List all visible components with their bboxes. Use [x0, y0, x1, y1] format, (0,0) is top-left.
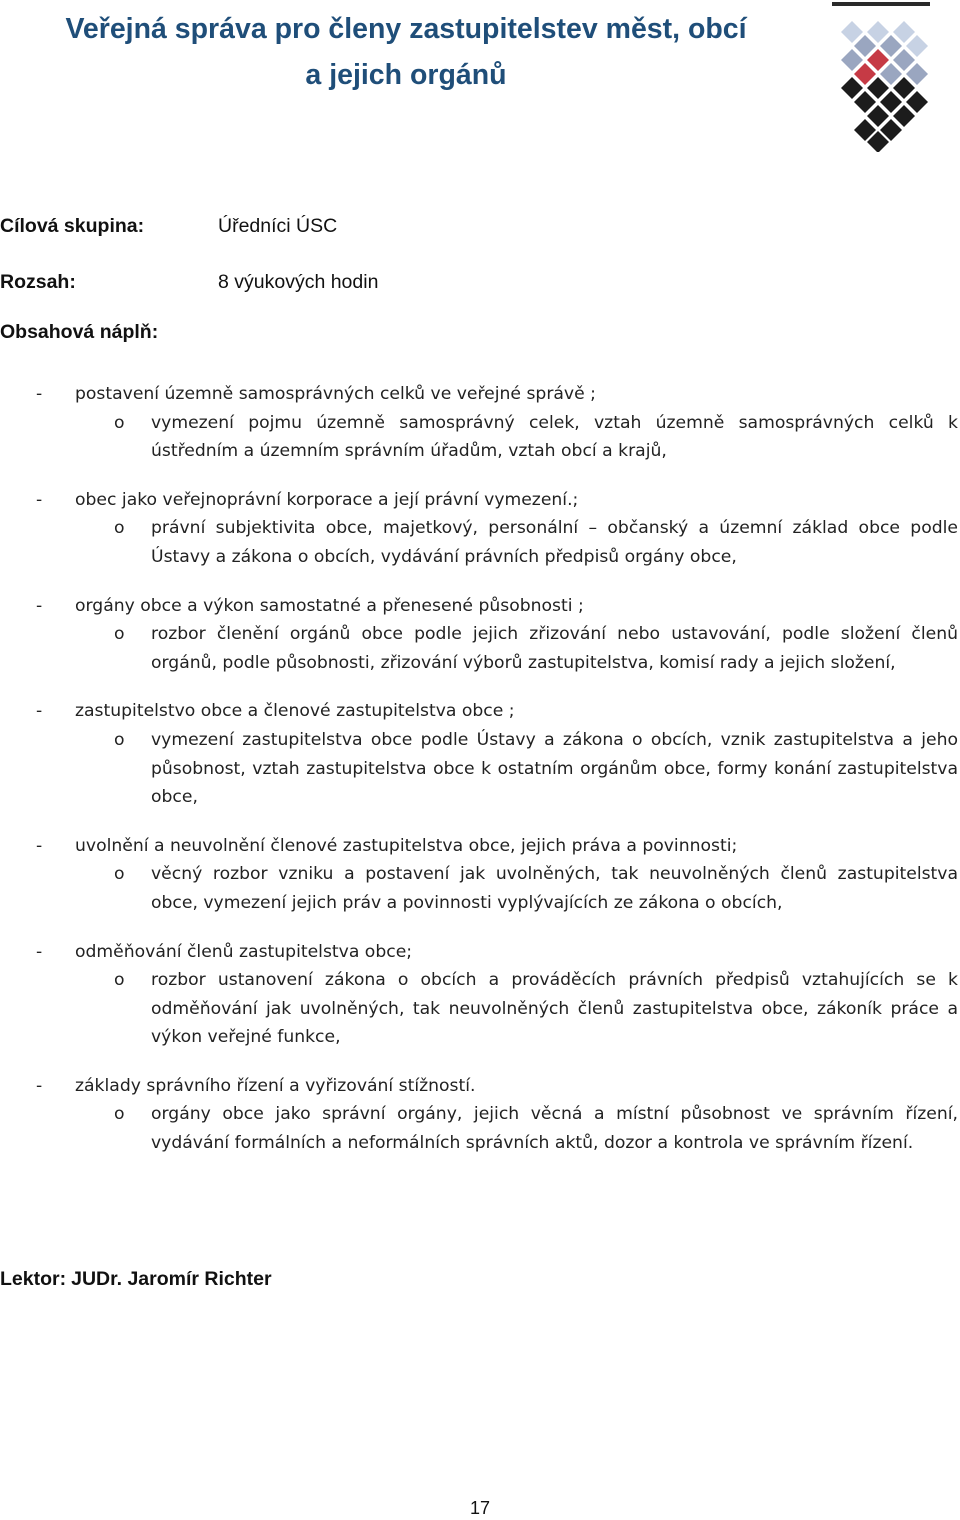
subtopic-item [0, 514, 958, 571]
document-title [0, 6, 812, 98]
target-group-value: Úředníci ÚSC [218, 215, 338, 237]
dash-bullet: - [36, 384, 43, 404]
logo-tile [893, 21, 915, 43]
logo-tile [867, 77, 889, 99]
logo-tile [854, 35, 876, 57]
subtopic-text: vymezení pojmu územně samosprávný celek, vztah územně samosprávných celků k ústředním a územním správním úřadům, vztah obcí a krajů, [151, 412, 958, 462]
topic-text: odměňování členů zastupitelstva obce; - [0, 938, 958, 967]
logo-tile [893, 105, 915, 127]
circle-bullet: o [114, 864, 125, 885]
topic-item [0, 832, 958, 918]
topic-text: orgány obce a výkon samostatné a přenesené působnosti ; - [0, 592, 958, 621]
topic-text: zastupitelstvo obce a členové zastupitelstva obce ; - [0, 697, 958, 726]
topic-text: postavení územně samosprávných celků ve veřejné správě ; - [0, 380, 958, 409]
logo-tile [841, 49, 863, 71]
logo-tile [906, 91, 928, 113]
lector [0, 1267, 272, 1291]
topic-item [0, 486, 958, 572]
page-number: 17 [469, 1498, 491, 1518]
topic-item [0, 1072, 958, 1158]
logo-tile [880, 63, 902, 85]
logo-tile [906, 63, 928, 85]
dash-bullet: - [36, 595, 43, 616]
dash-bullet: - [36, 489, 43, 510]
logo-tile [867, 21, 889, 43]
subtopic-item [0, 409, 958, 466]
subtopic-item [0, 620, 958, 677]
subtopic-text: věcný rozbor vzniku a postavení jak uvolněných, tak neuvolněných členů zastupitelstva obce, vymezení jejich práv a povinnosti vyplývajících ze zákona o obcích, [151, 864, 958, 913]
subtopic-text: vymezení zastupitelstva obce podle Ústavy a zákona o obcích, vznik zastupitelstva a jeho působnost, vztah zastupitelstva obce k ostatním orgánům obce, formy konání zastupitelstva obce, [151, 729, 958, 808]
subtopic-text: rozbor členění orgánů obce podle jejich zřizování nebo ustavování, podle složení členů orgánů, podle působnosti, zřizování výborů zastupitelstva, komisí rady a jejich složení, [151, 624, 958, 673]
dash-bullet: - [36, 835, 43, 856]
subtopic-text: právní subjektivita obce, majetkový, personální – občanský a územní základ obce podle Ústavy a zákona o obcích, vydávání právních předpisů orgány obce, [151, 518, 958, 567]
topic-text: uvolnění a neuvolnění členové zastupitelstva obce, jejich práva a povinnosti; - [0, 832, 958, 861]
logo-tile [854, 63, 876, 85]
logo-tile [880, 91, 902, 113]
subtopic-item [0, 860, 958, 917]
logo-tile [854, 91, 876, 113]
title-line-1: Veřejná správa pro členy zastupitelstev měst, obcí [65, 13, 747, 45]
logo-tile [867, 49, 889, 71]
content-heading: Obsahová náplň: [0, 321, 159, 343]
circle-bullet: o [114, 729, 125, 750]
logo-icon [826, 0, 930, 152]
circle-bullet: o [114, 518, 125, 539]
logo-tile [867, 105, 889, 127]
logo-tile [841, 77, 863, 99]
subtopic-text: rozbor ustanovení zákona o obcích a prováděcích právních předpisů vztahujících se k odměňování jak uvolněných, tak neuvolněných členů zastupitelstva obce, zákoník práce a výkon veřejné funkce, [151, 970, 958, 1048]
target-group-label: Cílová skupina: [0, 215, 145, 237]
topic-text: základy správního řízení a vyřizování stížností. - [0, 1072, 958, 1101]
circle-bullet: o [114, 970, 125, 991]
logo-tile [893, 49, 915, 71]
logo-tile [841, 21, 863, 43]
subtopic-item [0, 966, 958, 1052]
circle-bullet: o [114, 412, 125, 433]
subtopic-text: orgány obce jako správní orgány, jejich věcná a místní působnost ve správním řízení, vydávání formálních a neformálních správních aktů, dozor a kontrola ve správním řízení. [151, 1104, 958, 1154]
circle-bullet: o [114, 1104, 125, 1125]
logo-tile [906, 35, 928, 57]
dash-bullet: - [36, 941, 43, 962]
topic-item [0, 592, 958, 678]
scope-label: Rozsah: [0, 271, 76, 293]
logo-tile [893, 77, 915, 99]
title-line-2: a jejich orgánů [305, 59, 507, 91]
circle-bullet: o [114, 624, 125, 645]
logo-tile [880, 35, 902, 57]
topic-list [0, 380, 958, 1178]
topic-item [0, 938, 958, 1052]
subtopic-item [0, 1100, 958, 1157]
lector-label: Lektor: [0, 1268, 67, 1290]
subtopic-item [0, 726, 958, 812]
topic-item [0, 380, 958, 466]
topic-text: obec jako veřejnoprávní korporace a její právní vymezení.; - [0, 486, 958, 515]
dash-bullet: - [36, 701, 43, 722]
dash-bullet: - [36, 1075, 43, 1096]
lector-name: JUDr. Jaromír Richter [71, 1268, 272, 1290]
scope-value: 8 výukových hodin [218, 271, 379, 293]
topic-item [0, 697, 958, 811]
